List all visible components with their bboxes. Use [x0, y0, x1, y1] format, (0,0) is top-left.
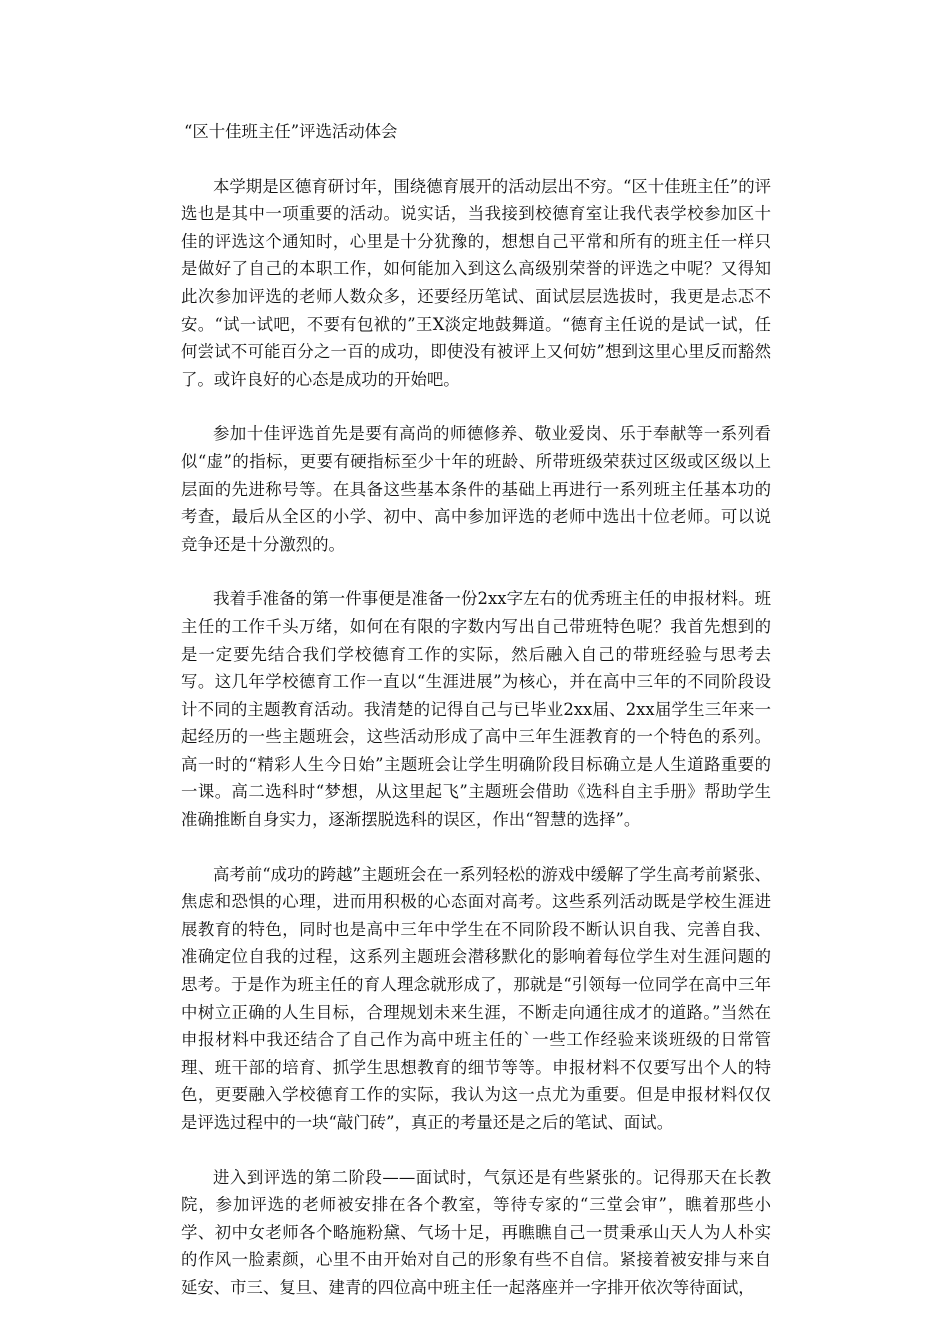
- paragraph-3: 我着手准备的第一件事便是准备一份2xx字左右的优秀班主任的申报材料。班主任的工作千头万绪，如何在有限的字数内写出自己带班特色呢？我首先想到的是一定要先结合我们学校德育工作的实际，然后融入自己的带班经验与思考去写。这几年学校德育工作一直以“生涯进展”为核心，并在高中三年的不同阶段设计不同的主题教育活动。我清楚的记得自己与已毕业2xx届、2xx届学生三年来一起经历的一些主题班会，这些活动形成了高中三年生涯教育的一个特色的系列。高一时的“精彩人生今日始”主题班会让学生明确阶段目标确立是人生道路重要的一课。高二选科时“梦想，从这里起飞”主题班会借助《选科自主手册》帮助学生准确推断自身实力，逐渐摆脱选科的误区，作出“智慧的选择”。: [181, 589, 771, 830]
- paragraph-4: 高考前“成功的跨越”主题班会在一系列轻松的游戏中缓解了学生高考前紧张、焦虑和恐惧的心理，进而用积极的心态面对高考。这些系列活动既是学校生涯进展教育的特色，同时也是高中三年中学生在不同阶段不断认识自我、完善自我、准确定位自我的过程，这系列主题班会潜移默化的影响着每位学生对生涯问题的思考。于是作为班主任的育人理念就形成了，那就是“引领每一位同学在高中三年中树立正确的人生目标，合理规划未来生涯，不断走向通往成才的道路。”当然在申报材料中我还结合了自己作为高中班主任的`一些工作经验来谈班级的日常管理、班干部的培育、抓学生思想教育的细节等等。申报材料不仅要写出个人的特色，更要融入学校德育工作的实际，我认为这一点尤为重要。但是申报材料仅仅是评选过程中的一块“敲门砖”，真正的考量还是之后的笔试、面试。: [181, 864, 771, 1132]
- document-page: [181, 118, 771, 1329]
- document-title: “区十佳班主任”评选活动体会: [184, 122, 398, 141]
- paragraph-1: 本学期是区德育研讨年，围绕德育展开的活动层出不穷。“区十佳班主任”的评选也是其中一项重要的活动。说实话，当我接到校德育室让我代表学校参加区十佳的评选这个通知时，心里是十分犹豫的，想想自己平常和所有的班主任一样只是做好了自己的本职工作，如何能加入到这么高级别荣誉的评选之中呢？又得知此次参加评选的老师人数众多，还要经历笔试、面试层层选拔时，我更是忐忑不安。“试一试吧，不要有包袱的”王X淡定地鼓舞道。“德育主任说的是试一试，任何尝试不可能百分之一百的成功，即使没有被评上又何妨”想到这里心里反而豁然了。或许良好的心态是成功的开始吧。: [181, 176, 771, 389]
- paragraph-5: 进入到评选的第二阶段——面试时，气氛还是有些紧张的。记得那天在长教院，参加评选的老师被安排在各个教室，等待专家的“三堂会审”，瞧着那些小学、初中女老师各个略施粉黛、气场十足，再瞧瞧自己一贯秉承山天人为人朴实的作风一脸素颜，心里不由开始对自己的形象有些不自信。紧接着被安排与来自延安、市三、复旦、建青的四位高中班主任一起落座并一字排开依次等待面试，: [181, 1167, 771, 1297]
- paragraph-2: 参加十佳评选首先是要有高尚的师德修养、敬业爱岗、乐于奉献等一系列看似“虚”的指标，更要有硬指标至少十年的班龄、所带班级荣获过区级或区级以上层面的先进称号等。在具备这些基本条件的基础上再进行一系列班主任基本功的考查，最后从全区的小学、初中、高中参加评选的老师中选出十位老师。可以说竞争还是十分激烈的。: [181, 424, 771, 554]
